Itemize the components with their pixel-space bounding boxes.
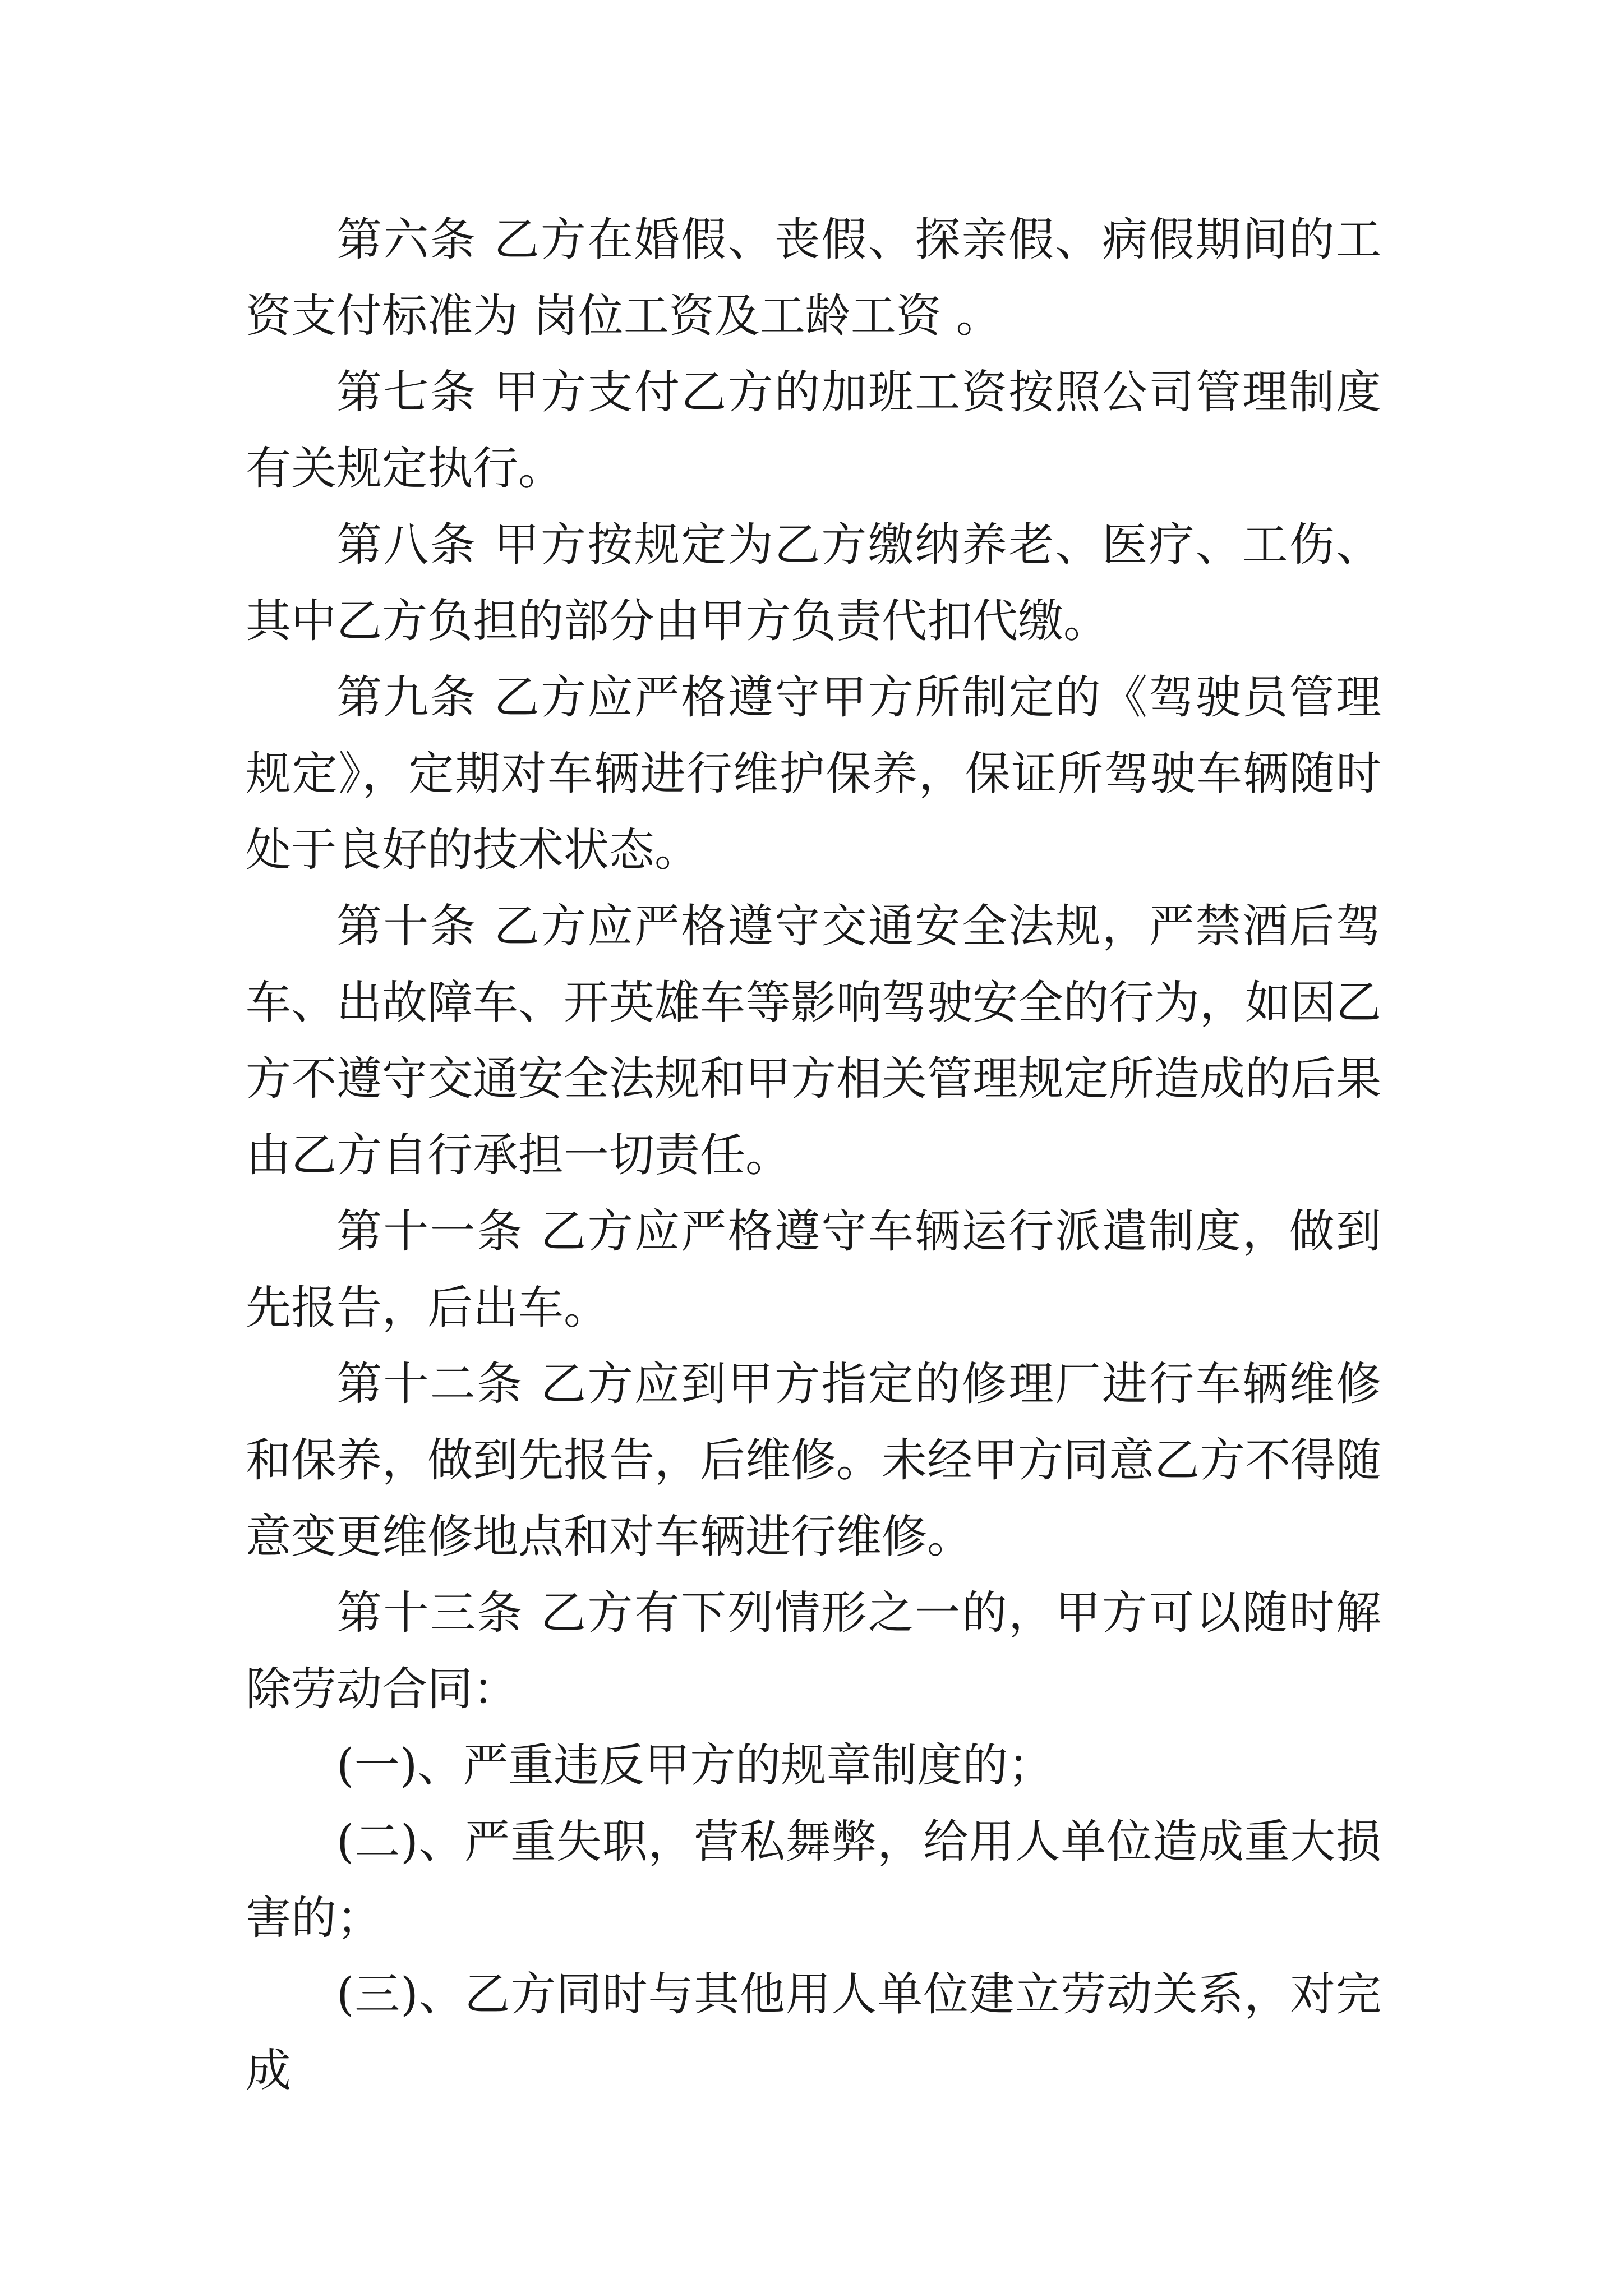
article-text: 甲方支付乙方的加班工资按照公司管理制度有关规定执行。 [246, 366, 1381, 495]
article-heading: 第六条 [336, 214, 477, 266]
article-heading: 第十一条 [336, 1205, 524, 1258]
article-heading: 第七条 [336, 366, 477, 419]
article-heading: 第十条 [336, 900, 477, 953]
article-13 [246, 1575, 1381, 1728]
article-8 [246, 507, 1381, 660]
article-text: 乙方应到甲方指定的修理厂进行车辆维修和保养，做到先报告，后维修。未经甲方同意乙方不得随意变更维修地点和对车辆进行维修。 [246, 1358, 1382, 1563]
document-body [246, 202, 1381, 2109]
article-text: 乙方应严格遵守甲方所制定的《驾驶员管理规定》，定期对车辆进行维护保养，保证所驾驶车辆随时处于良好的技术状态。 [246, 671, 1381, 877]
article-heading: 第十二条 [336, 1358, 524, 1411]
article-heading: 第九条 [336, 671, 477, 724]
clause-text: (三)、乙方同时与其他用人单位建立劳动关系，对完成 [246, 1968, 1381, 2097]
article-text: 乙方应严格遵守车辆运行派遣制度，做到先报告，后出车。 [246, 1205, 1381, 1335]
clause-text: (二)、严重失职，营私舞弊，给用人单位造成重大损害的； [246, 1816, 1381, 1945]
article-text: 甲方按规定为乙方缴纳养老、医疗、工伤、其中乙方负担的部分由甲方负责代扣代缴。 [246, 519, 1381, 648]
article-9 [246, 660, 1381, 889]
article-11 [246, 1194, 1381, 1346]
article-heading: 第十三条 [336, 1587, 524, 1640]
article-text: 乙方有下列情形之一的，甲方可以随时解除劳动合同： [246, 1587, 1381, 1716]
article-6 [246, 202, 1381, 355]
article-12 [246, 1346, 1381, 1575]
article-10 [246, 889, 1381, 1194]
article-text: 乙方应严格遵守交通安全法规，严禁酒后驾车、出故障车、开英雄车等影响驾驶安全的行为，如因乙方不遵守交通安全法规和甲方相关管理规定所造成的后果由乙方自行承担一切责任。 [246, 900, 1382, 1182]
clause-item-3 [246, 1957, 1381, 2109]
article-text: 乙方在婚假、丧假、探亲假、病假期间的工资支付标准为 岗位工资及工龄工资 。 [246, 214, 1381, 343]
clause-text: (一)、严重违反甲方的规章制度的； [336, 1740, 1054, 1792]
article-7 [246, 355, 1381, 507]
clause-item-1 [246, 1728, 1381, 1804]
article-heading: 第八条 [336, 519, 477, 572]
clause-item-2 [246, 1804, 1381, 1957]
